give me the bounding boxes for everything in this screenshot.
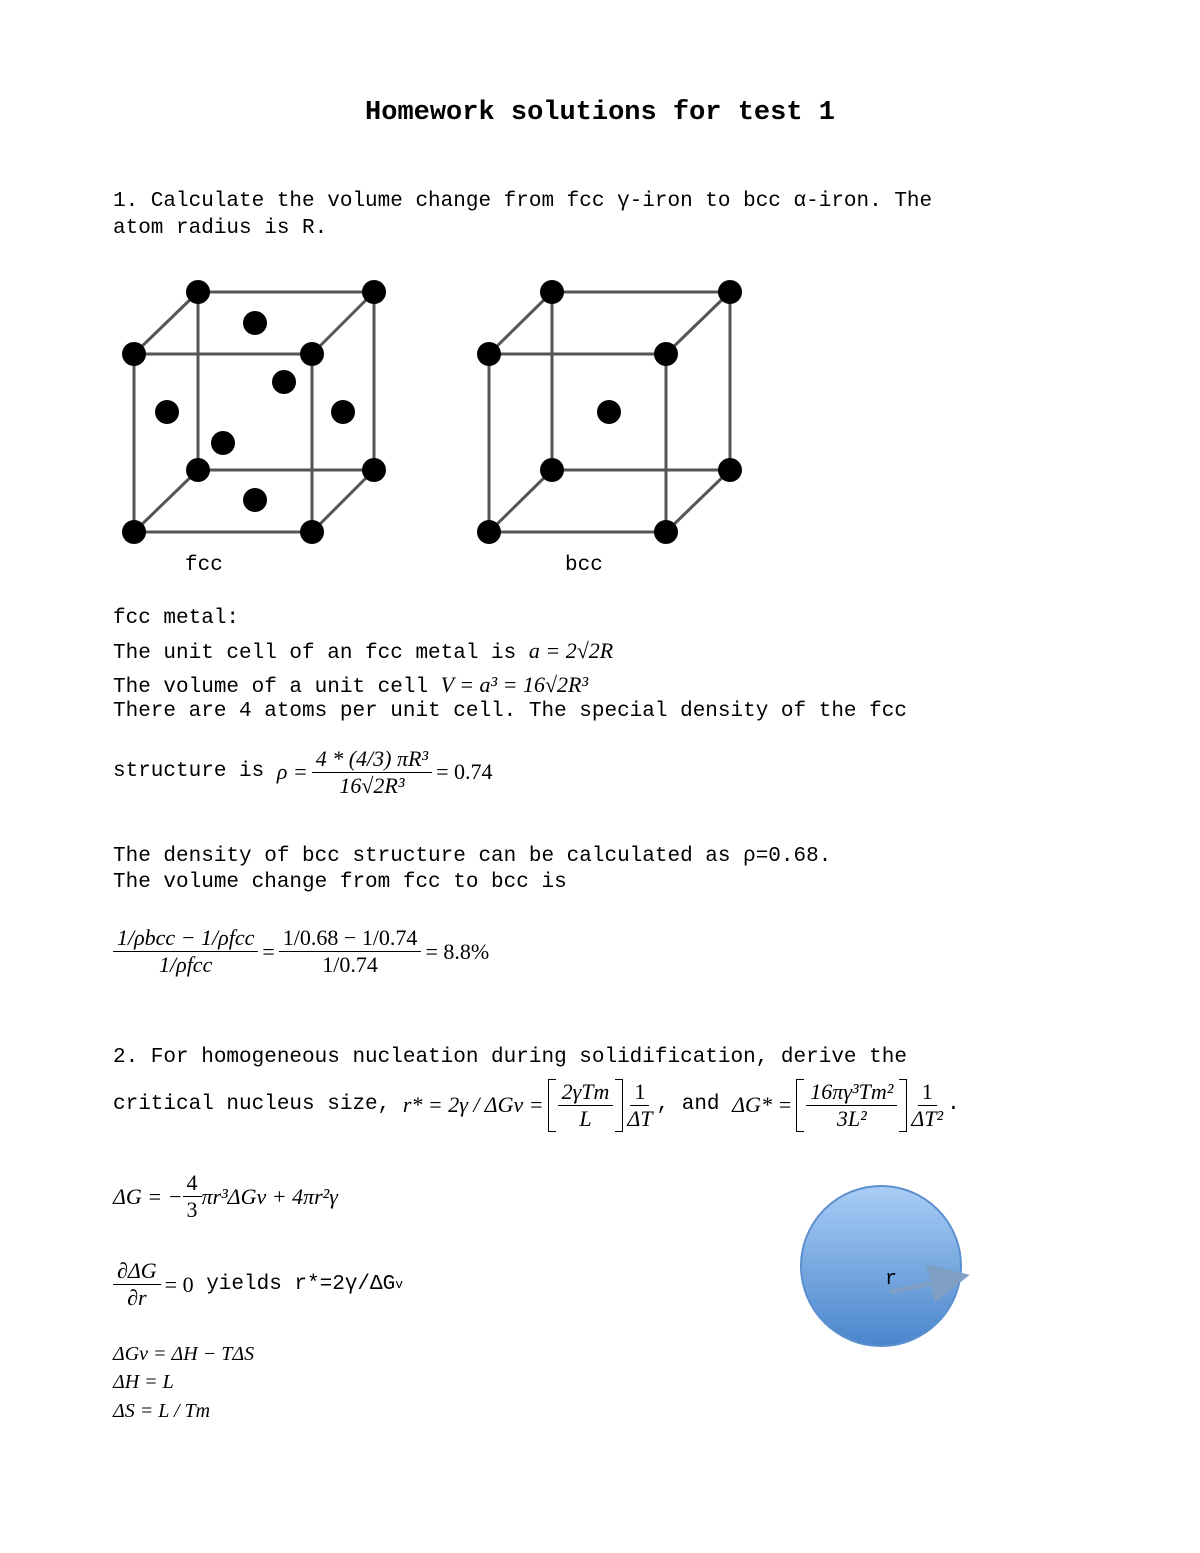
yields-text: yields r*=2γ/ΔG [193, 1272, 396, 1296]
volume-change-equation: $\frac{\text{1/ρbcc − 1/ρfcc}}{\text{1/ρfcc}}$ = $\frac{1/0.68 - 1/0.74}{1/0.74}$ = 8.8% [113, 925, 489, 978]
g-bracket-denominator: 3L² [836, 1105, 867, 1131]
nucleus-sphere-figure [795, 1180, 970, 1355]
volume-change-result: = 8.8% [425, 938, 490, 964]
eq-delta-h: ΔH = L [113, 1371, 174, 1393]
volume-equation: V = a³ = 16√2R³ [440, 672, 589, 697]
fcc-density-numerator: 4 * (4/3) πR³ [312, 746, 432, 773]
volume-line [113, 672, 588, 701]
end-period: . [947, 1093, 960, 1116]
critical-nucleus-line [113, 1073, 960, 1137]
fcc-unit-cell-figure [110, 270, 400, 555]
vc-denominator-symbolic: 1/ρfcc [159, 952, 213, 977]
critical-text: critical nucleus size, [113, 1093, 403, 1116]
page-title: Homework solutions for test 1 [365, 98, 835, 128]
g-star-bracket [796, 1079, 907, 1132]
r-frac-denominator: ΔT [627, 1105, 653, 1131]
unit-cell-line [113, 638, 613, 667]
and-text: , and [656, 1093, 733, 1116]
g-bracket-numerator: 16πγ³Tm² [806, 1079, 897, 1106]
fcc-density-fraction [312, 746, 432, 799]
vc-denominator-numeric: 1/0.74 [322, 952, 378, 977]
deriv-denominator: ∂r [127, 1285, 147, 1310]
fcc-figure-label: fcc [185, 554, 223, 577]
eq-delta-gv: ΔGv = ΔH − TΔS [113, 1343, 255, 1365]
bcc-density-line: The density of bcc structure can be calculated as ρ=0.68. [113, 845, 832, 868]
fcc-heading: fcc metal: [113, 607, 240, 630]
fcc-density-result: = 0.74 [436, 759, 493, 784]
volume-change-fraction-numeric [279, 925, 422, 978]
q1-line2: atom radius is R. [113, 217, 328, 240]
sphere-circle [801, 1186, 961, 1346]
q1-line1: 1. Calculate the volume change from fcc γ-iron to bcc α-iron. The [113, 190, 933, 213]
unit-cell-equation: a = 2√2R [528, 638, 614, 663]
vc-numerator-numeric: 1/0.68 − 1/0.74 [279, 925, 422, 952]
volume-change-fraction-symbolic [113, 925, 258, 978]
r-bracket-numerator: 2γTm [558, 1079, 614, 1106]
free-energy-equation [113, 1170, 338, 1223]
dg-frac-numerator: 4 [183, 1170, 202, 1197]
deriv-numerator: ∂ΔG [113, 1258, 161, 1285]
g-frac-denominator: ΔT² [911, 1105, 944, 1131]
atoms-per-cell-line: There are 4 atoms per unit cell. The special density of the fcc [113, 700, 907, 723]
dg-frac-denominator: 3 [186, 1197, 198, 1222]
unit-cell-text: The unit cell of an fcc metal is [113, 642, 529, 665]
g-frac-numerator: 1 [918, 1079, 937, 1106]
r-bracket-denominator: L [579, 1105, 592, 1131]
fcc-density-denominator: 16√2R³ [339, 772, 405, 798]
deriv-equals: = 0 [164, 1271, 194, 1297]
vc-numerator-symbolic: 1/ρbcc − 1/ρfcc [113, 925, 258, 952]
volume-text: The volume of a unit cell [113, 676, 441, 699]
bcc-unit-cell-figure [465, 270, 755, 555]
g-star-lhs: ΔG* = [732, 1092, 793, 1117]
r-star-lhs: r* = 2γ / ΔGv = [402, 1092, 544, 1117]
bcc-figure-label: bcc [565, 554, 603, 577]
dg-rest: πr³ΔGv + 4πr²γ [201, 1183, 338, 1209]
q2-line1: 2. For homogeneous nucleation during solidification, derive the [113, 1046, 907, 1069]
yields-subscript: v [395, 1276, 404, 1292]
structure-text: structure is [113, 760, 277, 783]
rho-lhs: ρ = [276, 759, 308, 784]
derivative-line [113, 1258, 403, 1311]
dg-lhs: ΔG = − [113, 1183, 183, 1209]
eq-delta-s: ΔS = L / Tm [113, 1400, 211, 1422]
r-star-bracket [548, 1079, 624, 1132]
volume-change-line: The volume change from fcc to bcc is [113, 871, 567, 894]
fcc-density-line [113, 730, 492, 814]
r-frac-numerator: 1 [630, 1079, 649, 1106]
radius-label: r [885, 1268, 898, 1291]
